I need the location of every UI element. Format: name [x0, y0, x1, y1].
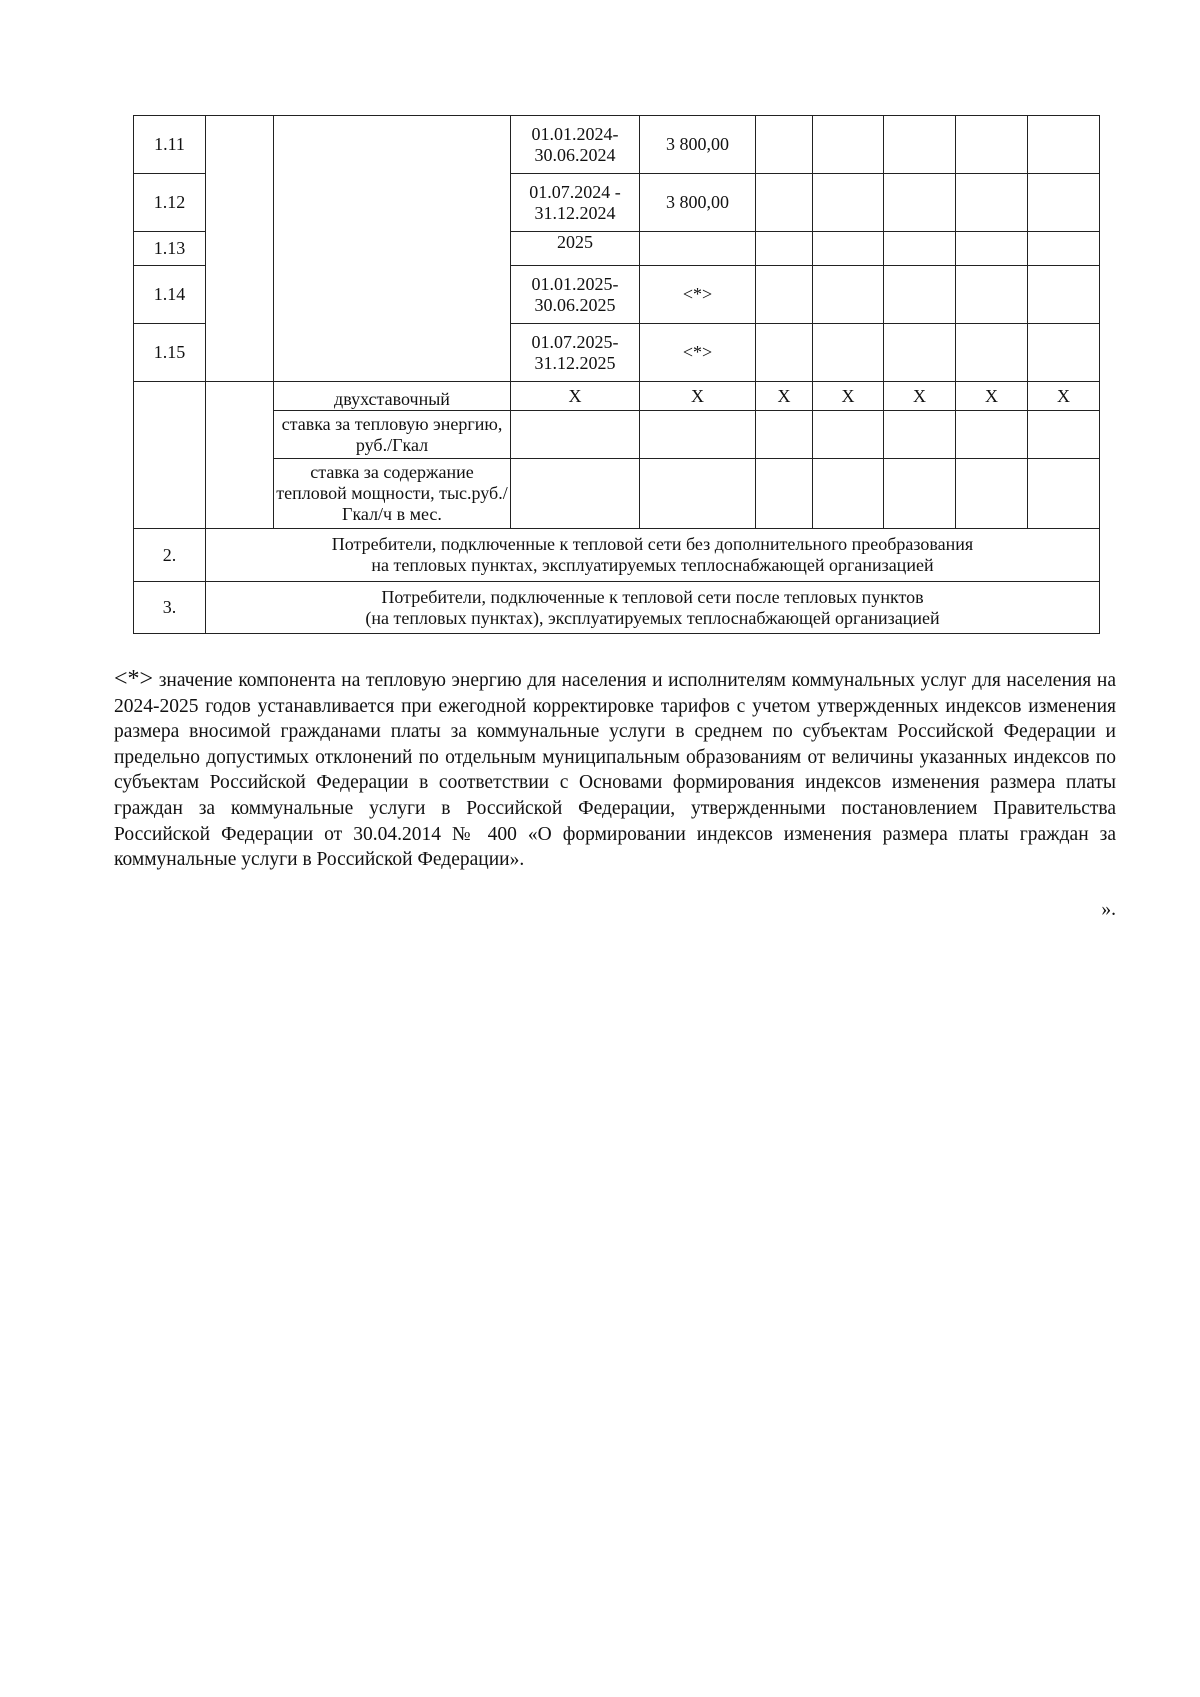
row-number: 1.15	[134, 324, 206, 382]
tariff-value	[640, 232, 756, 266]
section-line: (на тепловых пунктах), эксплуатируемых теплоснабжающей организацией	[365, 607, 940, 628]
tariff-value: <*>	[640, 324, 756, 382]
period-cell	[511, 174, 640, 232]
table-row	[134, 459, 1100, 529]
period-cell	[511, 324, 640, 382]
footnote	[114, 667, 1116, 873]
period-start: 01.07.2025-	[531, 331, 619, 352]
two-part-label: двухставочный	[274, 382, 511, 411]
table-row	[134, 582, 1100, 634]
empty-merged-cell	[206, 116, 274, 382]
footnote-text: значение компонента на тепловую энергию для населения и исполнителям коммунальных услуг для населения на 2024-2025 годов устанавливается при ежегодной корректировке тарифов с учетом утвержденных индексов изменения размера вносимой гражданами платы за коммунальные услуги в среднем по субъектам Российской Федерации и предельно допустимых отклонений по отдельным муниципальным образованиям от величины указанных индексов по субъектам Российской Федерации в соответствии с Основами формирования индексов изменения размера платы граждан за коммунальные услуги в Российской Федерации, утвержденными постановлением Правительства Российской Федерации от 30.04.2014 № 400 «О формировании индексов изменения размера платы граждан за коммунальные услуги в Российской Федерации».	[114, 670, 1116, 871]
period-start: 01.01.2024-	[531, 123, 619, 144]
period-start: 01.07.2024 -	[529, 181, 621, 202]
period-cell: 2025	[511, 232, 640, 266]
table-row	[134, 382, 1100, 411]
tariff-table	[133, 115, 1100, 634]
period-end: 30.06.2024	[534, 144, 616, 165]
period-cell	[511, 116, 640, 174]
empty-merged-cell	[274, 116, 511, 382]
x-mark: Х	[813, 382, 884, 411]
heat-rate-label: ставка за тепловую энергию, руб./Гкал	[274, 411, 511, 459]
section-number: 3.	[134, 582, 206, 634]
section-line: Потребители, подключенные к тепловой сети без дополнительного преобразования	[331, 534, 974, 554]
row-number: 1.14	[134, 266, 206, 324]
section-line: Потребители, подключенные к тепловой сети после тепловых пунктов	[381, 586, 924, 607]
x-mark: Х	[756, 382, 813, 411]
period-start: 01.01.2025-	[531, 273, 619, 294]
table-row	[134, 116, 1100, 174]
row-number: 1.13	[134, 232, 206, 266]
period-end: 30.06.2025	[534, 294, 616, 315]
table-row	[134, 529, 1100, 582]
section-line: на тепловых пунктах, эксплуатируемых теплоснабжающей организацией	[371, 555, 934, 575]
tariff-value: 3 800,00	[640, 174, 756, 232]
tariff-value: <*>	[640, 266, 756, 324]
closing-quote: ».	[1101, 899, 1116, 920]
section-description	[206, 582, 1100, 634]
x-mark: Х	[640, 382, 756, 411]
row-number: 1.11	[134, 116, 206, 174]
period-cell	[511, 266, 640, 324]
period-end: 31.12.2024	[534, 202, 616, 223]
section-description	[206, 529, 1100, 582]
x-mark: Х	[956, 382, 1028, 411]
tariff-value: 3 800,00	[640, 116, 756, 174]
row-number: 1.12	[134, 174, 206, 232]
period-end: 31.12.2025	[534, 352, 616, 373]
x-mark: Х	[511, 382, 640, 411]
x-mark: Х	[1028, 382, 1100, 411]
x-mark: Х	[884, 382, 956, 411]
table-row	[134, 411, 1100, 459]
empty-merged-cell	[134, 382, 206, 529]
capacity-rate-label: ставка за содержание тепловой мощности, тыс.руб./Гкал/ч в мес.	[274, 459, 511, 529]
empty-merged-cell	[206, 382, 274, 529]
footnote-mark: <*>	[114, 666, 154, 692]
section-number: 2.	[134, 529, 206, 582]
